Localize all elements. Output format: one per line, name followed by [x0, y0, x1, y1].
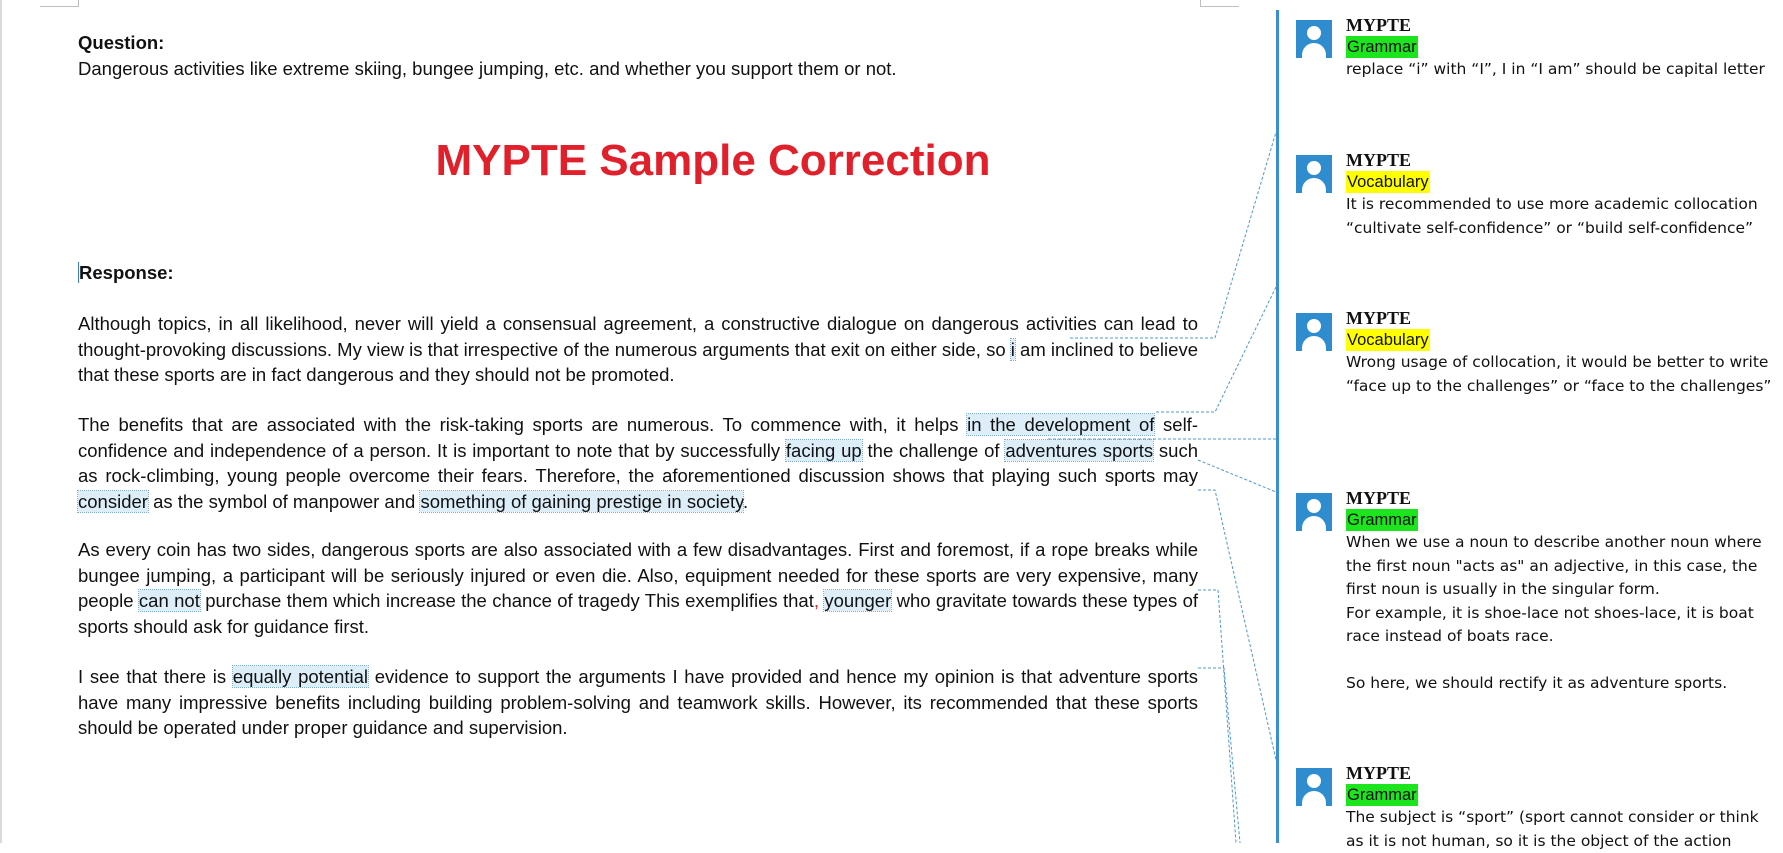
- comment-text: Wrong usage of collocation, it would be better to write “face up to the challenges” or “face to the challenges”: [1346, 353, 1772, 395]
- p1-text-a: Although topics, in all likelihood, never will yield a consensual agreement, a constructive dialogue on dangerous activities can lead to thought-provoking discussions. My view is that irrespective of the numerous arguments that exit on either side, so: [78, 313, 1198, 360]
- p3-text-b: purchase them which increase the chance of tragedy This exemplifies that: [199, 590, 814, 611]
- p2-highlight-consider[interactable]: consider: [78, 490, 148, 512]
- connector-comment-5: [1198, 490, 1276, 760]
- comment-tag-vocabulary: Vocabulary: [1347, 331, 1429, 349]
- comment-author: MYPTE: [1346, 308, 1411, 328]
- comment-text: When we use a noun to describe another noun where the first noun "acts as" an adjective, in this case, the first noun is usually in the singular form. For example, it is shoe-lace not shoes-lace, it is boat race instead of boats race. So here, we should rectify it as adventure sports.: [1346, 533, 1762, 692]
- p3-text-d: who gravitate towards these types of sports should ask for guidance first.: [78, 590, 1199, 637]
- p2-highlight-adventures-sports[interactable]: adventures sports: [1005, 439, 1154, 461]
- page-title: MYPTE Sample Correction: [435, 136, 991, 185]
- p2-text-a: The benefits that are associated with the risk-taking sports are numerous. To commence with, it helps: [78, 414, 968, 435]
- comment-author: MYPTE: [1346, 488, 1411, 508]
- p3-highlight-can-not[interactable]: can not: [138, 590, 200, 611]
- avatar: [1296, 768, 1332, 806]
- comment-author: MYPTE: [1346, 763, 1411, 783]
- response-label-text: Response:: [79, 262, 174, 283]
- p4-highlight-equally-potential[interactable]: equally potential: [232, 666, 369, 687]
- comment-author: MYPTE: [1346, 15, 1411, 35]
- p2-text-c: the challenge of: [861, 439, 1006, 461]
- p2-text-b: self-confidence and independence of a person. It is important to note that by successfully: [78, 414, 1198, 461]
- comment-tag-vocabulary: Vocabulary: [1347, 173, 1429, 191]
- p2-highlight-development[interactable]: in the development of: [967, 414, 1155, 435]
- connector-comment-2: [1156, 287, 1276, 412]
- p1-highlight-i[interactable]: i: [1010, 338, 1015, 360]
- avatar: [1296, 313, 1332, 351]
- comment-tag-grammar: Grammar: [1347, 786, 1417, 804]
- avatar: [1296, 155, 1332, 193]
- p2-text-e: as the symbol of manpower and: [147, 490, 421, 512]
- p3-highlight-younger[interactable]: younger: [824, 590, 892, 611]
- comment-author: MYPTE: [1346, 150, 1411, 170]
- comment-tag-grammar: Grammar: [1347, 38, 1417, 56]
- connector-comment-4: [1198, 460, 1276, 492]
- comment-text: The subject is “sport” (sport cannot consider or think as it is not human, so it is the object of the action: [1346, 808, 1759, 850]
- p3-text-a: As every coin has two sides, dangerous sports are also associated with a few disadvantages. First and foremost, if a rope breaks while bungee jumping, a participant will be seriously injured or even die. Also, equipment needed for these sports are very expensive, many people: [78, 539, 1198, 611]
- connector-extra-1: [1198, 590, 1236, 843]
- p3-tracked-change-mark[interactable]: ,: [813, 590, 819, 611]
- comment-text: It is recommended to use more academic collocation “cultivate self-confidence” or “build self-confidence”: [1346, 195, 1758, 237]
- comment-tag-grammar: Grammar: [1347, 511, 1417, 529]
- comment-text: replace “i” with “I”, I in “I am” should be capital letter: [1346, 60, 1765, 78]
- p2-highlight-prestige[interactable]: something of gaining prestige in society: [420, 490, 744, 512]
- p2-highlight-facing-up[interactable]: facing up: [785, 439, 862, 461]
- avatar: [1296, 20, 1332, 58]
- question-text[interactable]: Dangerous activities like extreme skiing, bungee jumping, etc. and whether you support them or not.: [78, 57, 897, 79]
- p2-text-f: .: [743, 490, 749, 512]
- p4-text-b: evidence to support the arguments I have provided and hence my opinion is that adventure sports have many impressive benefits including building problem-solving and teamwork skills. However, its recommended that these sports should be operated under proper guidance and supervision.: [78, 666, 1198, 738]
- p2-text-d: such as rock-climbing, young people overcome their fears. Therefore, the aforementioned discussion shows that playing such sports may: [78, 439, 1198, 486]
- connector-comment-1: [1070, 132, 1276, 338]
- comments-margin-bar: [1276, 10, 1279, 843]
- p1-text-b: am inclined to believe that these sports are in fact dangerous and they should not be promoted.: [78, 338, 1198, 385]
- p4-text-a: I see that there is: [78, 666, 233, 687]
- question-label: Question:: [78, 32, 165, 53]
- avatar: [1296, 493, 1332, 531]
